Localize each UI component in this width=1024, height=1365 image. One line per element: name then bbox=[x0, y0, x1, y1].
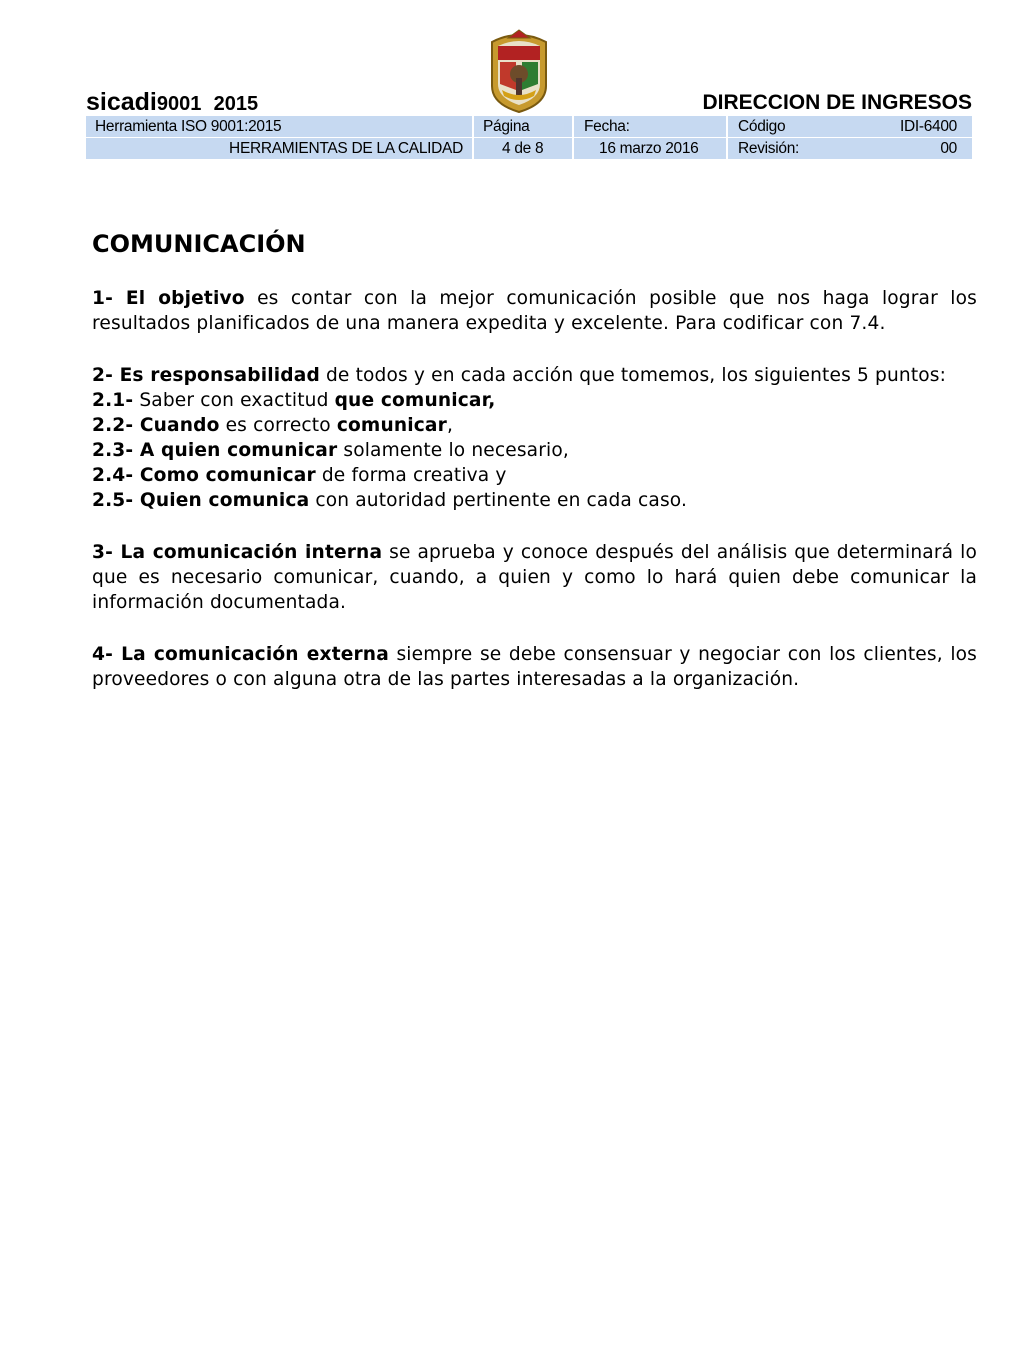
document-header-brand bbox=[86, 88, 258, 118]
document-body bbox=[92, 228, 977, 692]
list-item bbox=[92, 438, 977, 463]
date-label-cell: Fecha: bbox=[574, 116, 726, 137]
iso-number: 9001 bbox=[156, 93, 202, 115]
revision-label: Revisión: bbox=[738, 140, 800, 157]
item-text: con autoridad pertinente en cada caso. bbox=[309, 490, 688, 511]
paragraph-internal-communication bbox=[92, 540, 977, 615]
revision-cell bbox=[728, 138, 972, 159]
paragraph-lead: 1- El objetivo bbox=[92, 288, 245, 309]
document-control-table bbox=[86, 116, 972, 159]
item-suffix: , bbox=[446, 415, 453, 436]
list-item bbox=[92, 413, 977, 438]
item-text: de forma creativa y bbox=[315, 465, 507, 486]
page-label-cell: Página bbox=[474, 116, 572, 137]
item-text: es correcto bbox=[219, 415, 337, 436]
page-value-cell: 4 de 8 bbox=[474, 138, 572, 159]
item-emphasis: que comunicar, bbox=[334, 390, 496, 411]
tools-title-cell: HERRAMIENTAS DE LA CALIDAD bbox=[86, 138, 472, 159]
list-item bbox=[92, 463, 977, 488]
item-emphasis: comunicar bbox=[336, 415, 447, 436]
paragraph-external-communication bbox=[92, 642, 977, 692]
iso-year: 2015 bbox=[213, 93, 259, 115]
tool-cell: Herramienta ISO 9001:2015 bbox=[86, 116, 472, 137]
date-value-cell: 16 marzo 2016 bbox=[574, 138, 726, 159]
code-cell bbox=[728, 116, 972, 137]
coat-of-arms-icon bbox=[486, 28, 552, 114]
item-number: 2.1- bbox=[92, 390, 134, 411]
brand-name: sicadi bbox=[86, 88, 157, 116]
revision-value: 00 bbox=[940, 140, 957, 157]
paragraph-lead: 3- La comunicación interna bbox=[92, 542, 383, 563]
paragraph-objective bbox=[92, 286, 977, 336]
item-number: 2.5- Quien comunica bbox=[92, 490, 310, 511]
paragraph-lead: 4- La comunicación externa bbox=[92, 644, 389, 665]
paragraph-text: de todos y en cada acción que tomemos, los siguientes 5 puntos: bbox=[319, 365, 947, 386]
code-label: Código bbox=[738, 118, 786, 135]
paragraph-text: siempre se debe consensuar y negociar con los clientes, los proveedores o con alguna otra de las partes interesadas a la organización. bbox=[92, 644, 978, 690]
paragraph-text: se aprueba y conoce después del análisis que determinará lo que es necesario comunicar, cuando, a quien y como lo hará quien debe comunicar la información documentada. bbox=[92, 542, 977, 613]
list-item bbox=[92, 488, 977, 513]
paragraph-text: es contar con la mejor comunicación posible que nos haga lograr los resultados planificados de una manera expedita y excelente. Para codificar con 7.4. bbox=[92, 288, 977, 334]
item-text: solamente lo necesario, bbox=[337, 440, 569, 461]
item-text: Saber con exactitud bbox=[133, 390, 335, 411]
item-number: 2.2- Cuando bbox=[92, 415, 220, 436]
department-name: DIRECCION DE INGRESOS bbox=[702, 91, 972, 114]
section-title: COMUNICACIÓN bbox=[92, 230, 306, 258]
list-item bbox=[92, 388, 977, 413]
item-number: 2.3- A quien comunicar bbox=[92, 440, 338, 461]
item-number: 2.4- Como comunicar bbox=[92, 465, 316, 486]
paragraph-lead: 2- Es responsabilidad bbox=[92, 365, 320, 386]
paragraph-responsibility bbox=[92, 363, 977, 388]
code-value: IDI-6400 bbox=[899, 118, 957, 135]
